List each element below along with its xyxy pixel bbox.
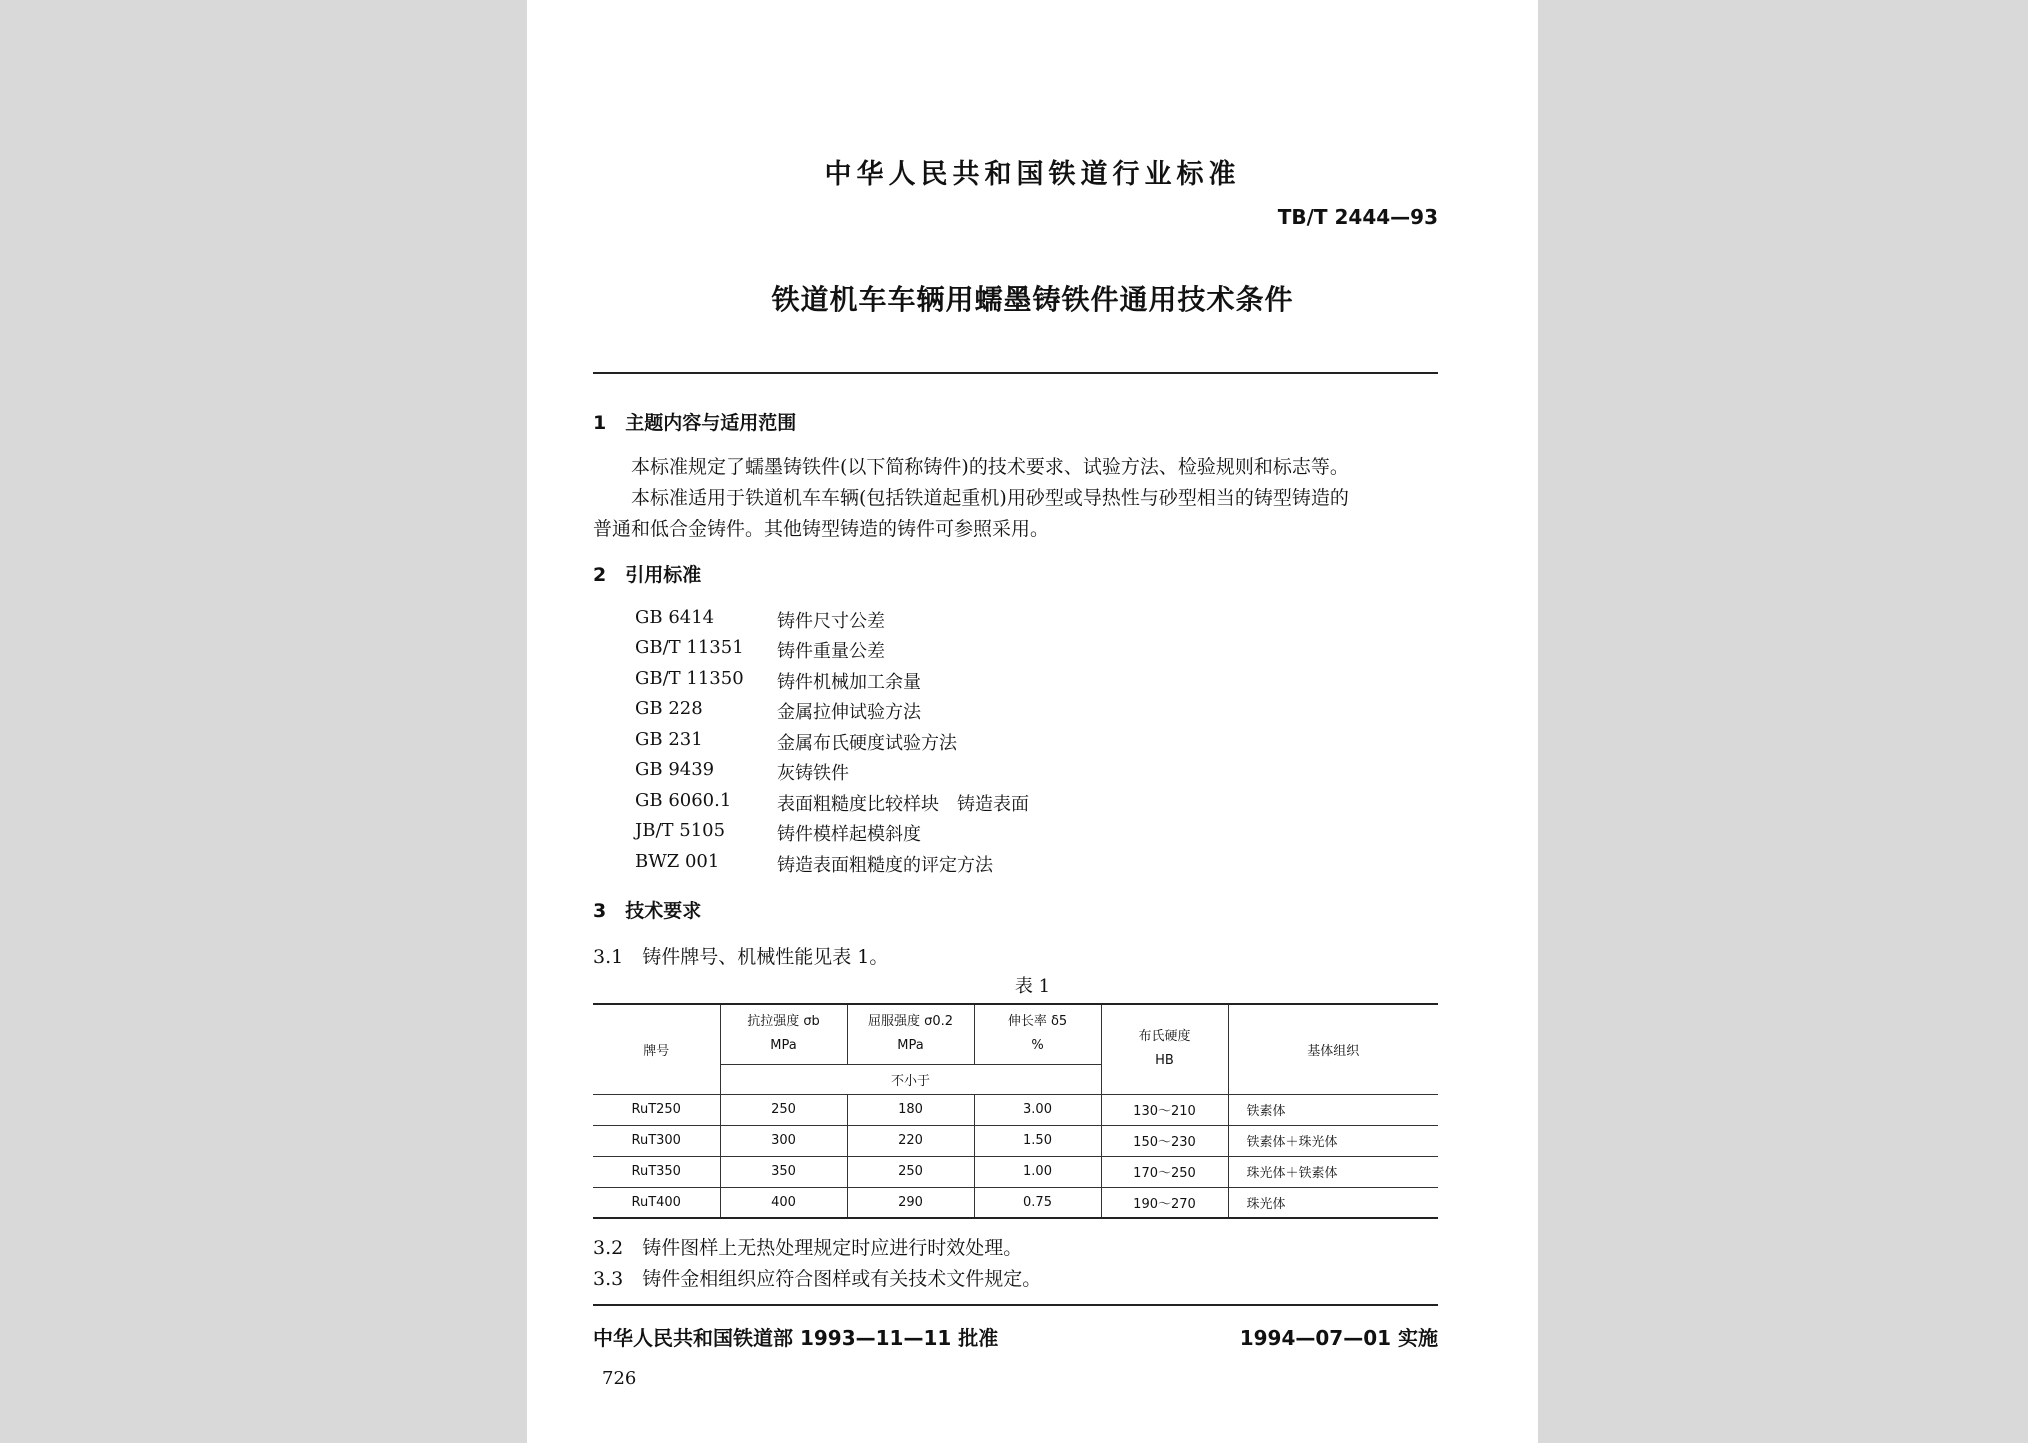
table-row — [593, 1125, 1438, 1156]
ref-code: GB 9439 — [635, 759, 715, 780]
ref-name: 铸件模样起模斜度 — [777, 824, 921, 845]
section-1-heading: 1 主题内容与适用范围 — [593, 412, 797, 434]
ref-name: 金属布氏硬度试验方法 — [777, 733, 957, 754]
header-elongation — [974, 1004, 1101, 1064]
title-divider — [593, 372, 1438, 374]
cell-tensile: 250 — [720, 1094, 847, 1125]
table-row — [593, 1187, 1438, 1218]
section-3-heading: 3 技术要求 — [593, 900, 702, 922]
cell-matrix: 珠光体＋铁素体 — [1228, 1156, 1438, 1187]
clause-3-1: 3.1 铸件牌号、机械性能见表 1。 — [593, 946, 889, 968]
cell-hardness: 190～270 — [1101, 1187, 1228, 1218]
cell-matrix: 珠光体 — [1228, 1187, 1438, 1218]
cell-grade: RuT400 — [593, 1187, 720, 1218]
clause-3-2: 3.2 铸件图样上无热处理规定时应进行时效处理。 — [593, 1237, 1023, 1259]
header-matrix: 基体组织 — [1228, 1004, 1438, 1094]
ref-code: GB 228 — [635, 698, 703, 719]
ref-name: 灰铸铁件 — [777, 763, 849, 784]
header-elongation-unit: % — [1031, 1038, 1044, 1054]
cell-matrix: 铁素体＋珠光体 — [1228, 1125, 1438, 1156]
header-yield-label: 屈服强度 σ0.2 — [867, 1014, 954, 1030]
header-grade: 牌号 — [593, 1004, 720, 1094]
ref-code: GB 6414 — [635, 607, 715, 628]
table-header-row — [593, 1004, 1438, 1064]
ref-code: GB/T 11350 — [635, 668, 744, 689]
cell-hardness: 170～250 — [1101, 1156, 1228, 1187]
header-elongation-label: 伸长率 δ5 — [1007, 1014, 1068, 1030]
ref-name: 表面粗糙度比较样块 铸造表面 — [777, 794, 1029, 815]
section-1-paragraph-2a: 本标准适用于铁道机车车辆(包括铁道起重机)用砂型或导热性与砂型相当的铸型铸造的 — [631, 487, 1349, 509]
section-2-heading: 2 引用标准 — [593, 564, 702, 586]
ref-name: 铸造表面粗糙度的评定方法 — [777, 855, 993, 876]
org-title: 中华人民共和国铁道行业标准 — [824, 159, 1241, 190]
header-yield-unit: MPa — [897, 1038, 924, 1054]
cell-tensile: 400 — [720, 1187, 847, 1218]
header-yield — [847, 1004, 974, 1064]
page-number: 726 — [602, 1368, 637, 1389]
header-tensile-label: 抗拉强度 σb — [747, 1014, 820, 1030]
cell-elongation: 0.75 — [974, 1187, 1101, 1218]
cell-yield: 180 — [847, 1094, 974, 1125]
cell-tensile: 300 — [720, 1125, 847, 1156]
section-1-paragraph-2b: 普通和低合金铸件。其他铸型铸造的铸件可参照采用。 — [593, 518, 1050, 540]
ref-code: GB/T 11351 — [635, 637, 744, 658]
ref-code: GB 231 — [635, 729, 703, 750]
ref-code: JB/T 5105 — [635, 820, 726, 841]
header-min-note: 不小于 — [720, 1064, 1101, 1094]
cell-grade: RuT300 — [593, 1125, 720, 1156]
ref-name: 铸件尺寸公差 — [777, 611, 885, 632]
standard-code: TB/T 2444—93 — [1277, 205, 1438, 229]
header-hardness — [1101, 1004, 1228, 1094]
table-row — [593, 1094, 1438, 1125]
cell-grade: RuT250 — [593, 1094, 720, 1125]
cell-elongation: 1.50 — [974, 1125, 1101, 1156]
ref-name: 金属拉伸试验方法 — [777, 702, 921, 723]
document-title: 铁道机车车辆用蠕墨铸铁件通用技术条件 — [771, 283, 1294, 316]
mechanical-properties-table — [593, 1003, 1438, 1219]
cell-hardness: 150～230 — [1101, 1125, 1228, 1156]
cell-matrix: 铁素体 — [1228, 1094, 1438, 1125]
document-page — [527, 0, 1538, 1443]
ref-name: 铸件重量公差 — [777, 641, 885, 662]
header-tensile-unit: MPa — [770, 1038, 797, 1054]
cell-yield: 290 — [847, 1187, 974, 1218]
table-row — [593, 1156, 1438, 1187]
clause-3-3: 3.3 铸件金相组织应符合图样或有关技术文件规定。 — [593, 1268, 1042, 1290]
footer-divider — [593, 1304, 1438, 1306]
header-tensile — [720, 1004, 847, 1064]
header-hardness-label: 布氏硬度 — [1138, 1029, 1191, 1045]
cell-elongation: 1.00 — [974, 1156, 1101, 1187]
section-1-paragraph-1: 本标准规定了蠕墨铸铁件(以下简称铸件)的技术要求、试验方法、检验规则和标志等。 — [631, 456, 1349, 478]
cell-hardness: 130～210 — [1101, 1094, 1228, 1125]
ref-code: GB 6060.1 — [635, 790, 732, 811]
cell-yield: 220 — [847, 1125, 974, 1156]
cell-tensile: 350 — [720, 1156, 847, 1187]
ref-code: BWZ 001 — [635, 851, 720, 872]
header-hardness-unit: HB — [1155, 1053, 1174, 1069]
cell-elongation: 3.00 — [974, 1094, 1101, 1125]
table-caption: 表 1 — [1014, 976, 1051, 997]
cell-yield: 250 — [847, 1156, 974, 1187]
cell-grade: RuT350 — [593, 1156, 720, 1187]
ref-name: 铸件机械加工余量 — [777, 672, 921, 693]
approval-statement: 中华人民共和国铁道部 1993—11—11 批准 — [593, 1326, 999, 1350]
implementation-date: 1994—07—01 实施 — [1239, 1326, 1438, 1350]
